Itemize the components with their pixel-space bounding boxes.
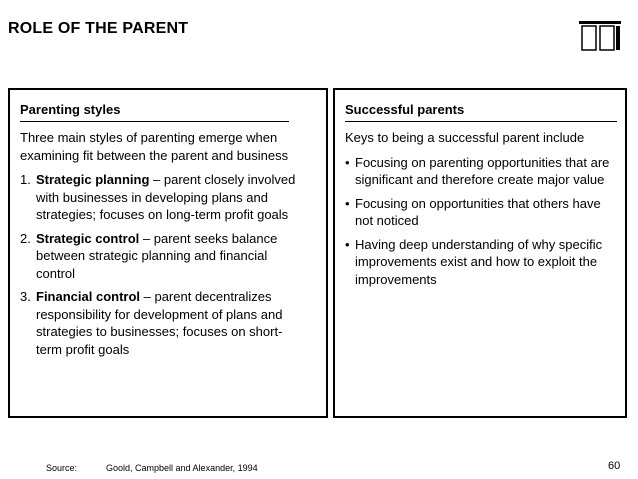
item-description: – parent decentralizes responsibility for development of plans and strategies to businesses; focuses on short-term profit goals (36, 289, 283, 357)
panel-heading: Parenting styles (20, 102, 121, 117)
panel-body (20, 129, 305, 364)
bullet-icon: • (345, 195, 350, 211)
intro-text: Keys to being a successful parent include (345, 130, 585, 145)
slide-title: ROLE OF THE PARENT (8, 20, 189, 37)
list-item (20, 230, 305, 283)
parenting-styles-panel (8, 88, 328, 418)
item-number: 3. (20, 289, 31, 304)
bullet-text: Focusing on parenting opportunities that are significant and therefore create major value (355, 154, 610, 187)
source-label: Source: (46, 463, 78, 473)
source-citation: Goold, Campbell and Alexander, 1994 (106, 463, 258, 473)
item-term: Financial control (36, 289, 141, 304)
item-term: Strategic planning (36, 172, 150, 187)
bullet-icon: • (345, 236, 350, 252)
bullet-item (345, 195, 617, 230)
item-number: 1. (20, 172, 31, 187)
item-number: 2. (20, 230, 31, 246)
panel-heading: Successful parents (345, 102, 465, 117)
bullet-item (345, 236, 617, 289)
successful-parents-panel (333, 88, 627, 418)
intro-text: Three main styles of parenting emerge when examining fit between the parent and business (20, 130, 289, 163)
heading-divider (345, 121, 617, 122)
panel-body (345, 129, 617, 294)
item-term: Strategic control (36, 230, 140, 246)
consulting-logo-icon (578, 20, 622, 52)
bullet-text: Focusing on opportunities that others have not noticed (355, 195, 601, 228)
bullet-text: Having deep understanding of why specific improvements exist and how to exploit the improvements (355, 236, 603, 287)
page-number: 60 (608, 460, 621, 472)
item-description: – parent seeks balance between strategic planning and financial control (36, 230, 278, 281)
list-item (20, 288, 305, 358)
heading-divider (20, 121, 289, 122)
item-description: – parent closely involved with businesses in developing plans and strategies; focuses on long-term profit goals (36, 172, 296, 222)
list-item (20, 171, 305, 224)
bullet-item (345, 154, 617, 189)
bullet-icon: • (345, 154, 350, 170)
